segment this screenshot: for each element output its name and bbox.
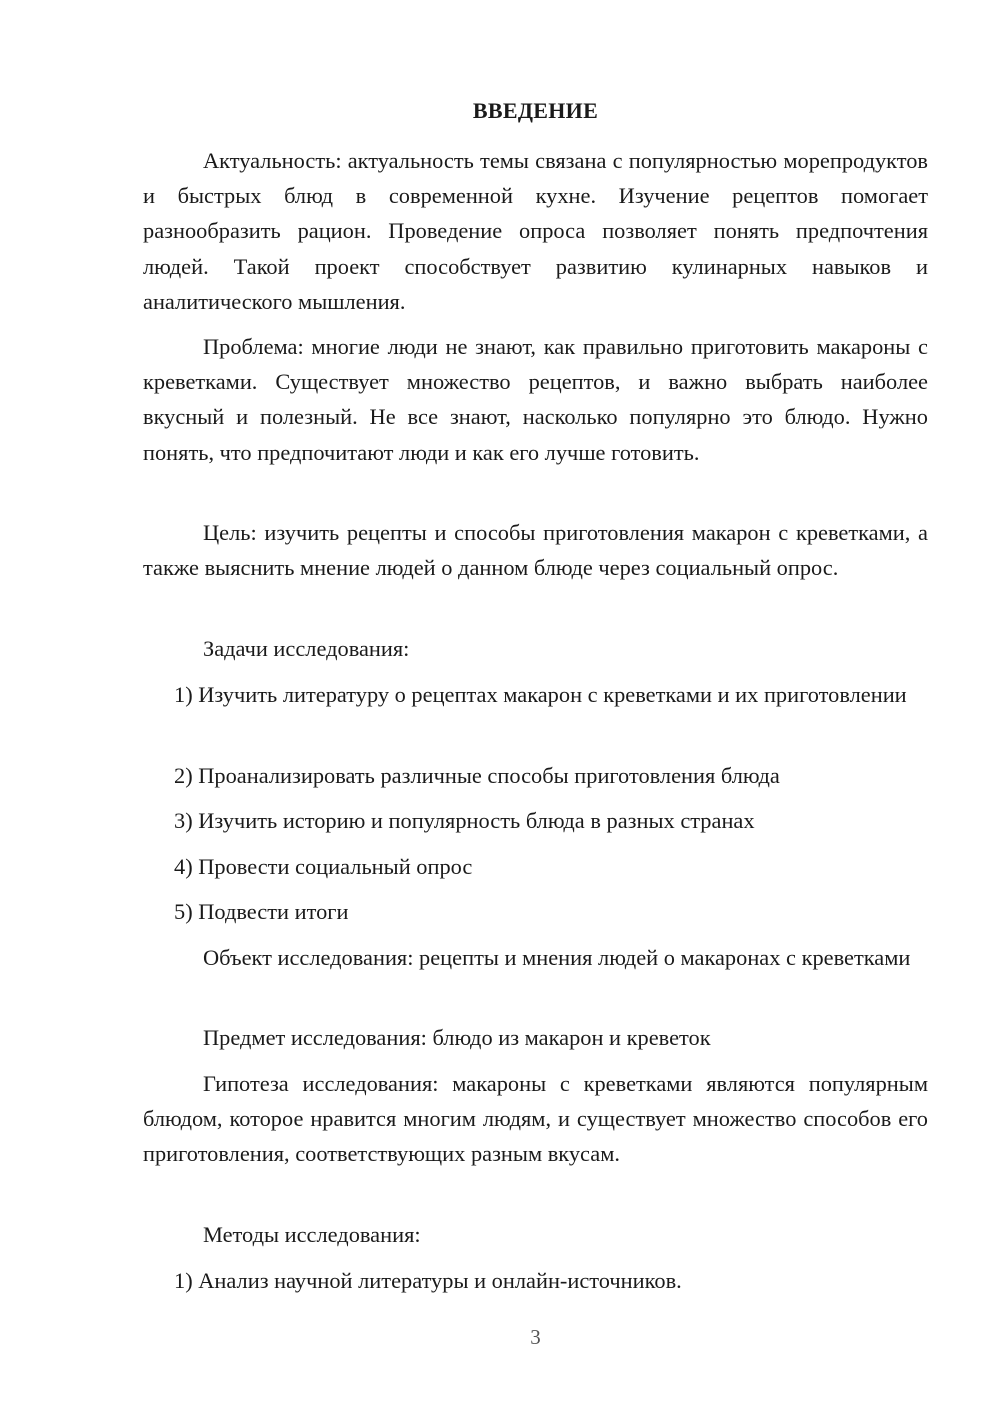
- task-item-1: 1) Изучить литературу о рецептах макарон с креветками и их приготовлении: [174, 682, 907, 707]
- task-item-5: 5) Подвести итоги: [174, 899, 349, 924]
- task-item-2: 2) Проанализировать различные способы приготовления блюда: [174, 763, 780, 788]
- task-item-4: 4) Провести социальный опрос: [174, 854, 473, 879]
- document-page: [143, 0, 928, 1414]
- problem-paragraph: Проблема: многие люди не знают, как правильно приготовить макароны с креветками. Существует множество рецептов, и важно выбрать наиболее вкусный и полезный. Не все знают, насколько популярно это блюдо. Нужно понять, что предпочитают люди и как его лучше готовить.: [143, 334, 928, 465]
- method-item-1: 1) Анализ научной литературы и онлайн-источников.: [174, 1268, 682, 1293]
- page-number: 3: [530, 1325, 541, 1349]
- hypothesis-paragraph: Гипотеза исследования: макароны с креветками являются популярным блюдом, которое нравится многим людям, и существует множество способов его приготовления, соответствующих разным вкусам.: [143, 1071, 928, 1167]
- relevance-paragraph: Актуальность: актуальность темы связана с популярностью морепродуктов и быстрых блюд в современной кухне. Изучение рецептов помогает разнообразить рацион. Проведение опроса позволяет понять предпочтения людей. Такой проект способствует развитию кулинарных навыков и аналитического мышления.: [143, 148, 928, 314]
- section-title: ВВЕДЕНИЕ: [472, 98, 599, 123]
- task-item-3: 3) Изучить историю и популярность блюда в разных странах: [174, 808, 755, 833]
- goal-paragraph: Цель: изучить рецепты и способы приготовления макарон с креветками, а также выяснить мнение людей о данном блюде через социальный опрос.: [143, 520, 928, 581]
- methods-heading: Методы исследования:: [203, 1222, 421, 1247]
- subject-paragraph: Предмет исследования: блюдо из макарон и креветок: [203, 1025, 711, 1050]
- object-paragraph: Объект исследования: рецепты и мнения людей о макаронах с креветками: [203, 945, 911, 970]
- tasks-heading: Задачи исследования:: [203, 636, 410, 661]
